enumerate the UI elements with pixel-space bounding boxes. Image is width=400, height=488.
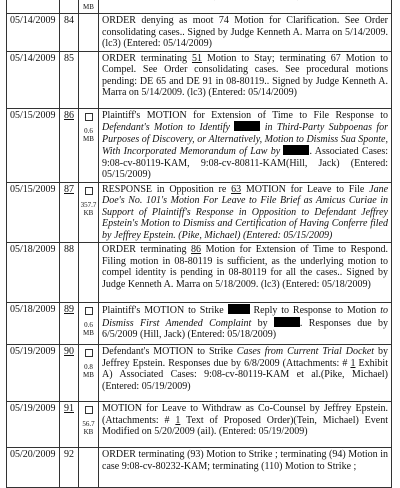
entry-number: 85 (60, 51, 79, 108)
entry-number: 84 (60, 14, 79, 52)
text-segment: Plaintiff's MOTION for Extension of Time to File Response to (102, 109, 388, 121)
docket-row (7, 303, 392, 345)
text-segment: MOTION for Leave to Withdraw as Co-Counsel by Jeffrey Epstein. (Attachments: # (102, 403, 388, 426)
document-attachment (79, 0, 99, 14)
docket-text (99, 303, 392, 345)
document-attachment (79, 14, 99, 52)
file-size: 0.6 MB (83, 126, 94, 143)
entry-date: 05/19/2009 (7, 402, 60, 448)
select-checkbox[interactable] (85, 349, 93, 357)
entry-date (7, 0, 60, 14)
text-segment: RESPONSE in Opposition re (102, 183, 232, 195)
text-segment: ORDER terminating (102, 244, 192, 255)
docket-text (99, 448, 392, 488)
document-link[interactable]: 63 (231, 183, 242, 195)
document-link[interactable]: 51 (191, 52, 202, 64)
entry-number[interactable]: 91 (60, 402, 79, 448)
redaction-block (283, 145, 309, 155)
file-size: 0.8 MB (83, 363, 94, 379)
text-segment: ORDER terminating (102, 52, 192, 64)
text-segment: Motion to Stay; terminating 67 Motion to Compel. See Order consolidating cases. See procedural motions pending: DE 65 and DE 91 in 08-80119.. Signed by Judge Kenneth A. Marra on 5/14/2009. (lc3) (Entered: 05/14/2009) (102, 52, 388, 98)
document-link[interactable]: 1 (350, 357, 356, 369)
docket-row (7, 108, 392, 182)
entry-number: 92 (60, 448, 79, 488)
entry-number[interactable]: 86 (60, 108, 79, 182)
text-segment: by (251, 317, 274, 329)
text-segment: Text of Proposed Order)(Tein, Michael) Event Modified on 5/20/2009 (ail). (Entered: 05/19/2009) (102, 414, 388, 437)
entry-number[interactable]: 90 (60, 345, 79, 402)
text-segment: Motion for Extension of Time to Respond. Filing motion in 08-80119 is sufficient, as the underlying motion to compel identity is pending in 08-80119 for all the cases.. Signed by Judge Kenneth A. Marra on 5/18/2009. (lc3) (Entered: 05/18/2009) (102, 244, 388, 290)
text-segment: . Responses due by 6/5/2009 (Hill, Jack) (Entered: 05/18/2009) (102, 317, 388, 340)
docket-text (99, 243, 392, 303)
document-attachment (79, 243, 99, 303)
entry-number[interactable]: 89 (60, 303, 79, 345)
text-segment: to Dismiss First Amended Complaint (102, 305, 388, 329)
file-size: 357.7 KB (80, 200, 97, 217)
entry-number[interactable]: 87 (60, 182, 79, 243)
text-segment: Defendant's Motion to Identify (102, 122, 235, 133)
redaction-block (274, 317, 300, 327)
entry-date: 05/20/2009 (7, 448, 60, 488)
docket-row (7, 0, 392, 14)
document-attachment[interactable] (79, 182, 99, 243)
text-segment: Plaintiff's MOTION to Strike (102, 305, 228, 316)
redaction-block (234, 121, 260, 131)
text-segment: MOTION for Leave to File (241, 183, 370, 195)
entry-date: 05/18/2009 (7, 303, 60, 345)
text-segment: in Third-Party Subpoenas for Purposes of Discovery, or Alternatively, Motion to Dismiss Sua Sponte, With Incorporated Memorandum of Law by (102, 122, 388, 157)
text-segment: ORDER denying as moot 74 Motion for Clarification. See Order consolidating cases.. Signed by Judge Kenneth A. Marra on 5/14/2009. (lc3) (Entered: 05/14/2009) (102, 15, 388, 49)
select-checkbox[interactable] (85, 307, 93, 315)
docket-table (6, 0, 392, 488)
document-attachment (79, 51, 99, 108)
docket-text (99, 345, 392, 402)
document-attachment[interactable] (79, 108, 99, 182)
select-checkbox[interactable] (85, 187, 93, 195)
docket-text (99, 51, 392, 108)
text-segment: Defendant's MOTION to Strike (102, 346, 237, 357)
docket-row (7, 345, 392, 402)
docket-row (7, 51, 392, 108)
document-link[interactable]: 86 (191, 244, 202, 255)
entry-date: 05/15/2009 (7, 108, 60, 182)
docket-row (7, 14, 392, 52)
file-size: 0.6 MB (83, 321, 94, 337)
entry-number (60, 0, 79, 14)
text-segment (102, 0, 300, 1)
select-checkbox[interactable] (85, 406, 93, 414)
docket-row (7, 182, 392, 243)
docket-text (99, 182, 392, 243)
text-segment: Exhibit A) Associated Cases: 9:08-cv-80119-KAM et al.(Pike, Michael) (Entered: 05/19/2009) (102, 357, 388, 392)
docket-row (7, 448, 392, 488)
document-attachment[interactable] (79, 345, 99, 402)
text-segment: Cases from Current Trial Docket (236, 346, 375, 357)
text-segment: Jane Doe's No. 101's Motion For Leave to File Brief as Amicus Curiae in Support of Plaintiff's Response in Opposition to Defendant Jeffrey Epstein's Motion to Dismiss and Certification of Having Conferre filed by Jeffrey Epstein. (Pike, Michael) (Entered: 05/15/2009) (102, 183, 389, 241)
text-segment: . Associated Cases: 9:08-cv-80119-KAM, 9:08-cv-80811-KAM(Hill, Jack) (Entered: 05/15/2009) (102, 146, 389, 180)
docket-text (99, 108, 392, 182)
document-attachment (79, 448, 99, 488)
redaction-block (228, 304, 250, 314)
entry-date: 05/19/2009 (7, 345, 60, 402)
docket-text (99, 0, 392, 14)
file-size: MB (83, 3, 94, 11)
text-segment: Reply to Response to Motion (249, 305, 381, 316)
file-size: 56.7 KB (82, 420, 95, 436)
text-segment: ORDER terminating (93) Motion to Strike ; terminating (94) Motion in case 9:08-cv-80232-KAM; terminating (110) Motion to Strike ; (102, 449, 388, 472)
document-attachment[interactable] (79, 402, 99, 448)
entry-number: 88 (60, 243, 79, 303)
docket-text (99, 402, 392, 448)
docket-text (99, 14, 392, 52)
docket-row (7, 243, 392, 303)
entry-date: 05/14/2009 (7, 51, 60, 108)
document-attachment[interactable] (79, 303, 99, 345)
select-checkbox[interactable] (85, 113, 93, 121)
entry-date: 05/15/2009 (7, 182, 60, 243)
entry-date: 05/18/2009 (7, 243, 60, 303)
document-link[interactable]: 1 (175, 414, 181, 426)
text-segment: by Jeffrey Epstein. Responses due by 6/8/2009 (Attachments: # (102, 346, 389, 369)
entry-date: 05/14/2009 (7, 14, 60, 52)
docket-row (7, 402, 392, 448)
